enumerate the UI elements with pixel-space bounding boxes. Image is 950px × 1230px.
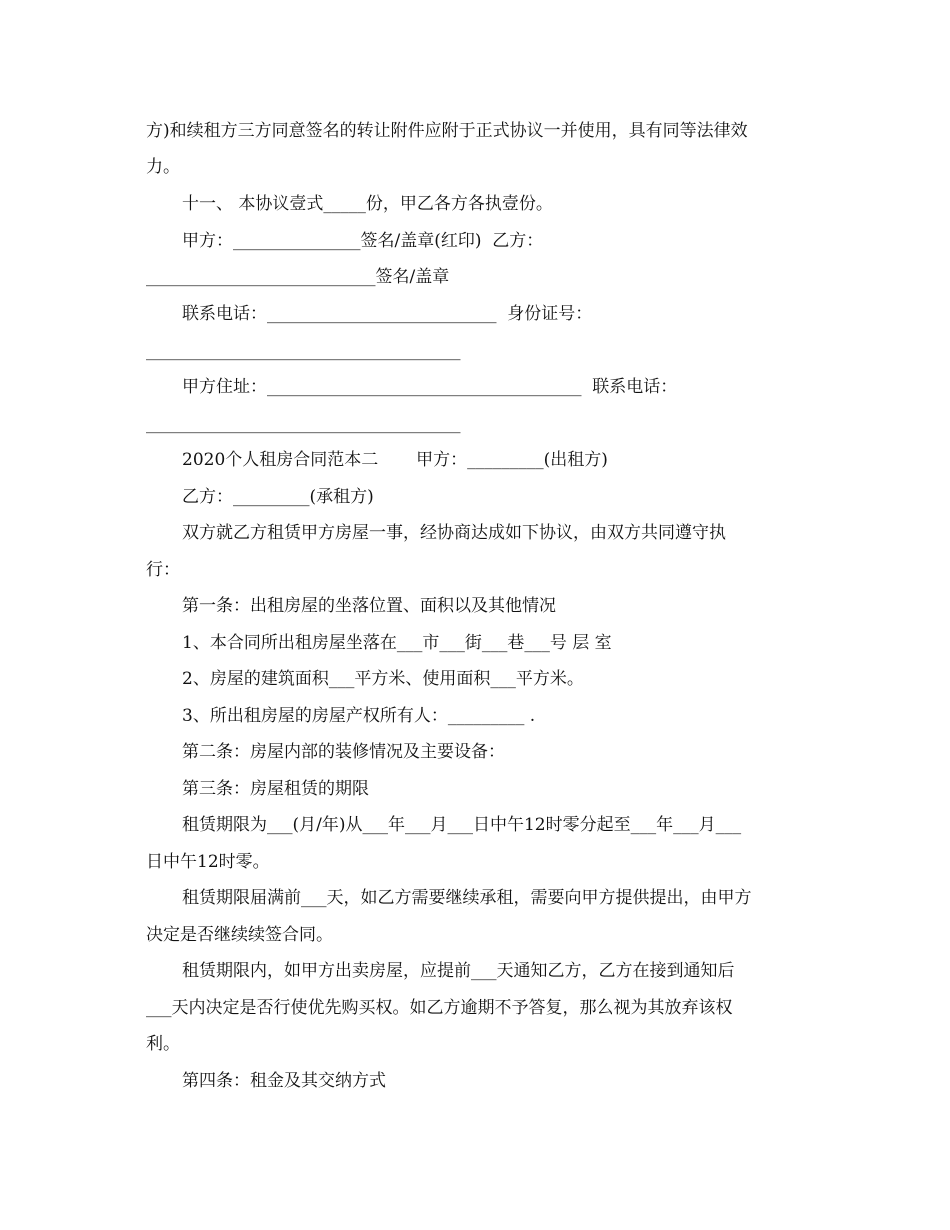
article-heading: 第四条：租金及其交纳方式 (182, 1071, 386, 1091)
contract-title: 2020个人租房合同范本二 甲方：_________(出租方) (182, 450, 608, 470)
text-line: 3、所出租房屋的房屋产权所有人：_________ . (182, 706, 536, 726)
text-line: 利。 (146, 1034, 180, 1054)
article-heading: 第二条：房屋内部的装修情况及主要设备： (182, 742, 505, 762)
blank-line: _____________________________________ (146, 414, 461, 434)
text-line: 方)和续租方三方同意签名的转让附件应附于正式协议一并使用，具有同等法律效 (146, 121, 748, 141)
text-line: 行： (146, 560, 180, 580)
text-line: 决定是否继续续签合同。 (146, 925, 333, 945)
text-line: 租赁期限届满前___天，如乙方需要继续承租，需要向甲方提供提出，由甲方 (182, 888, 752, 908)
text-line: 1、本合同所出租房屋坐落在___市___街___巷___号 层 室 (182, 633, 612, 653)
contact-line: 联系电话：___________________________ 身份证号： (182, 304, 593, 324)
blank-line: _____________________________________ (146, 341, 461, 361)
address-line: 甲方住址：_____________________________________ 联系电话： (182, 377, 678, 397)
party-line: 乙方：_________(承租方) (182, 487, 374, 507)
text-line: 力。 (146, 157, 180, 177)
text-line: ___天内决定是否行使优先购买权。如乙方逾期不予答复，那么视为其放弃该权 (146, 998, 733, 1018)
text-line: 租赁期限为___(月/年)从___年___月___日中午12时零分起至___年___月___ (182, 815, 742, 835)
text-line: 2、房屋的建筑面积___平方米、使用面积___平方米。 (182, 669, 584, 689)
article-heading: 第一条：出租房屋的坐落位置、面积以及其他情况 (182, 596, 556, 616)
text-line: 双方就乙方租赁甲方房屋一事，经协商达成如下协议，由双方共同遵守执 (182, 523, 726, 543)
text-line: 日中午12时零。 (146, 852, 270, 872)
signature-line: ___________________________签名/盖章 (146, 267, 450, 287)
article-heading: 第三条：房屋租赁的期限 (182, 779, 369, 799)
signature-line: 甲方：_______________签名/盖章(红印) 乙方： (182, 231, 544, 251)
text-line: 租赁期限内，如甲方出卖房屋，应提前___天通知乙方，乙方在接到通知后 (182, 961, 735, 981)
clause-heading: 十一、 本协议壹式_____份，甲乙各方各执壹份。 (182, 194, 553, 214)
